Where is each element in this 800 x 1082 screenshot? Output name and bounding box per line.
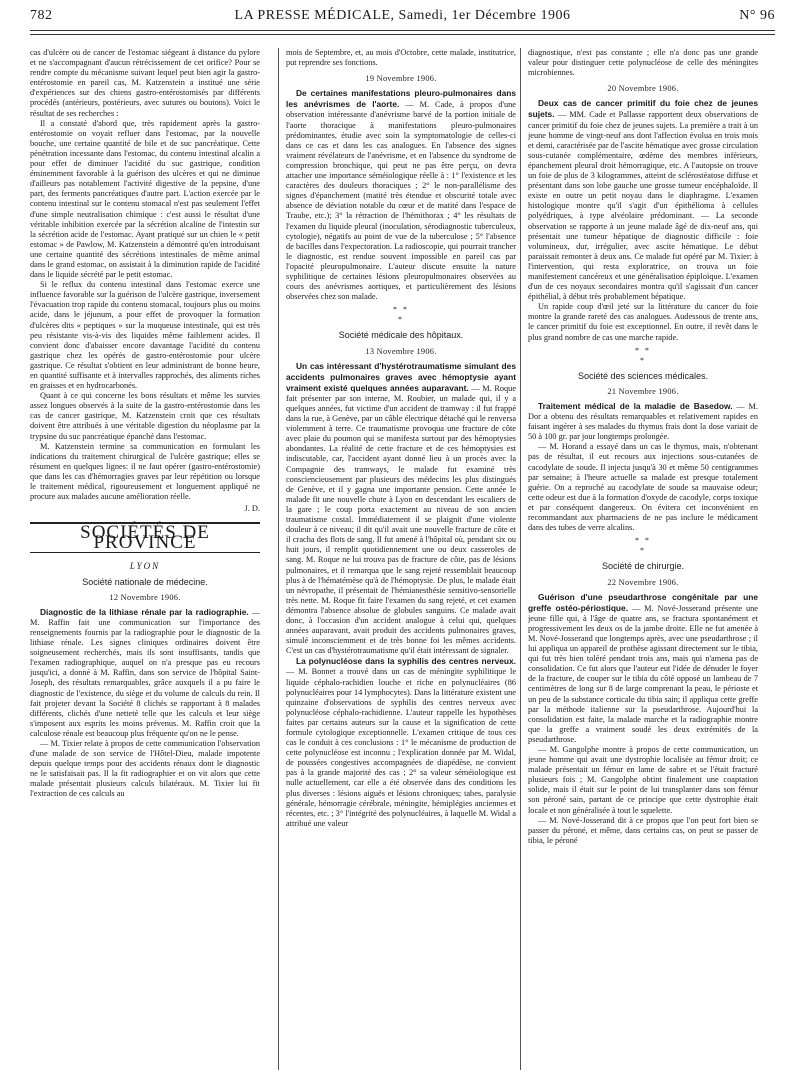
article-text: — M. Dor a obtenu des résultats remarquables et relativement rapides en faisant ingérer à ses malades du thymus frais dont la dose variait de 50 à 100 gr. par jour longtemps prolongée. (528, 402, 758, 442)
paragraph: diagnostique, n'est pas constante ; elle n'a donc pas une grande valeur pour distinguer cette polynucléose de celle des méningites microbiennes. (528, 48, 758, 78)
session-date: 20 Novembre 1906. (607, 84, 679, 94)
paragraph: mois de Septembre, et, au mois d'Octobre, cette malade, institutrice, put reprendre ses fonctions. (286, 48, 516, 68)
city-heading: LYON (129, 560, 161, 571)
session-date: 21 Novembre 1906. (607, 386, 679, 396)
society-heading: Société médicale des hôpitaux. (338, 330, 464, 341)
signature: J. D. (244, 504, 260, 514)
society-heading: Société de chirurgie. (601, 561, 685, 572)
paragraph: M. Katzenstein termine sa communication en formulant les indications du traitement chirurgical de l'ulcère gastrique; elles se résument en quelques lignes: il ne faut opérer (gastro-entérostomie) que dans les cas d'hémorragies graves par leur répétition ou lorsque le traitement médical, rigoureusement et longuement appliqué ne procure aux malades aucune amélioration réelle. (30, 441, 260, 502)
session-date: 22 Novembre 1906. (607, 577, 679, 587)
article-heading: Traitement médical de la maladie de Basedow. (538, 401, 733, 411)
issue-number: N° 96 (739, 8, 775, 23)
column-1 (30, 48, 260, 1068)
paragraph: cas d'ulcère ou de cancer de l'estomac siégeant à distance du pylore et ne s'accompagnant d'aucun rétrécissement de cet orifice? Pour se rendre compte du mécanisme suivant lequel peut bien agir la gastro-entérostomie en pareil cas, M. Katzenstein a institué une série d'expériences sur des chiens gastro-entérostomisés par différents procédés (antérieurs, postérieurs, avec sutures ou boutons). Voici le résultat de ses recherches : (30, 48, 260, 118)
header-rule-bottom (30, 34, 775, 35)
article-heading: Guérison d'une pseudarthrose congénitale par une greffe ostéo-périostique. (528, 591, 758, 613)
page-header (30, 6, 775, 28)
section-ornament: * * * (635, 536, 651, 556)
column-3 (528, 48, 758, 1068)
article-text: — M. Cade, à propos d'une observation intéressante d'anévrisme barvé de la portion initiale de l'aorte thoracique à manifestations pleuro-pulmonaires prédominantes, étudie avec soin la symptomatologie de celles-ci dans ce cas et dans les cas analogues. En l'absence des signes vraiment révélateurs de l'anévrisme, et en l'absence du syndrome de compression bronchique, qui peut ne pas être perçu, on devra attacher une importance séméiologique réelle à : 1° l'existence et les caractères des douleurs thoraciques ; 2° le non-parallélisme des signes d'épanchement (matité très étendue et obscurité totale avec absence de déviation notable du cœur et de matité dans l'espace de Traube, etc.); 3° la rétraction de l'hémithorax ; 4° les résultats de l'examen du liquide pleural (inoculation, sérodiagnostic tuberculeux, cytologie), négatifs au point de vue de la tuberculose ; 5° l'absence de bacilles dans l'expectoration. La radioscopie, qui pourrait trancher le diagnostic, est rendue souvent impossible en pareil cas par l'opacité pleuropulmonaire. L'auteur discute ensuite la nature syphilitique de certaines lésions pleuropulmonaires observées au cours des anévrismes aortiques, et particulièrement des lésions observées chez son malade. (286, 100, 516, 302)
article-heading: Deux cas de cancer primitif du foie chez de jeunes sujets. (528, 98, 758, 120)
article-text: — MM. Cade et Pallasse rapportent deux observations de cancer primitif du foie chez de jeunes sujets. La première a trait à un jeune homme de vingt-neuf ans dont l'affection évolua en trois mois et demi, caractérisée par de l'ascite hématique avec grosse circulation sous-cutanée complémentaire, œdème des membres inférieurs, épanchement pleural droit hémorragique, etc. A l'autopsie on trouve un foie de plus de 3 kilogrammes, atteint de sclérostéatose diffuse et présentant dans son lobe gauche une grosse tumeur encéphaloïde. Il existe en outre un petit noyau dans le diaphragme. L'examen histologique montre qu'il s'agit d'un épithélioma à cellules polyédriques, à type alvéolaire prédominant. — La seconde observation se rapporte à un jeune malade âgé de dix-neuf ans, qui présentait une tumeur hépatique de diagnostic difficile : foie volumineux, dur, irrégulier, avec ascite hématique. Le début paraissait remonter à deux ans. Ce malade fut opéré par M. Tixier: à l'intervention, qui resta exploratrice, on trouva un foie manifestement cancéreux et une généralisation épiploïque. L'examen d'un de ces noyaux secondaires montra qu'il s'agissait d'un cancer épithélial, à début très probablement hépatique. (528, 110, 758, 302)
society-heading: Société des sciences médicales. (577, 370, 709, 381)
paragraph: — M. Gangolphe montre à propos de cette communication, un jeune homme qui avait une dystrophie localisée au fémur droit; ce malade présentait un fémur en lame de sabre et se l'était fracturé plusieurs fois ; M. Gangolphe obtint finalement une coaptation solide, mais il était sur le point de lui transplanter dans son fémur son péroné sain, partant de ce principe que cette dystrophie était locale et non généralisée à tout le squelette. (528, 745, 758, 815)
paragraph: Il a constaté d'abord que, très rapidement après la gastro-entérostomie on voyait refluer dans l'estomac, par la nouvelle bouche, une certaine quantité de bile et de suc pancréatique. Cette pénétration incessante dans l'estomac, du contenu intestinal alcalin a pour effet de diminuer l'acidité du suc gastrique, condition éminemment favorable à la guérison des ulcères et qui ne diminue d'ailleurs pas notablement l'activité digestive de la pepsine, d'une part, des ferments pancréatiques d'autre part. L'action exercée par le contenu intestinal sur le contenu stomacal n'est pas seulement l'effet d'une simple neutralisation chimique : c'est aussi le résultat d'une véritable inhibition exercée par la sécrétion alcaline de l'intestin sur la sécrétion acide de l'estomac. Ayant pratiqué sur un chien le « petit estomac » de Pawlow, M. Katzenstein a démontré qu'en introduisant une certaine quantité des sécrétions intestinales de même animal dans le grand estomac, on assistait à la diminution rapide de l'acidité dans le liquide sécrété par le petit estomac. (30, 118, 260, 280)
article-text: — M. Roque fait présenter par son interne, M. Roubier, un malade qui, il y a quelques années, fut victime d'un accident de tramway : il fut frappé dans la rue, à Genève, par un câble électrique détaché qui le renversa violemment à terre. Ce traumatisme provoqua une fracture de côte avec plaie du poumon qui se manifesta surtout par des hémoptysies abondantes. La réalité de cette fracture et de ces hémoptysies est indiscutable, car, l'accident ayant donné lieu à un procès avec la Compagnie des tramways, le malade fut examiné très consciencieusement par plusieurs des médecins les plus distingués de Genève, et il y gagna une importante pension. Cette année le malade fit une nouvelle chute à Lyon en descendant les escaliers de la gare ; le coup porta exactement au niveau de son ancien traumatisme costal. Immédiatement il se plaignit d'une violente douleur à ce niveau; il dit qu'il avait une nouvelle fracture de côte et il cracha des flots de sang. Il fut amené à l'hôpital où, pendant six ou huit jours, il remplit quotidiennement une ou deux casseroles de sang. M. Roque ne lui trouva pas de fracture de côte, pas de lésions pulmonaires, et il remarqua que le sang rejeté ressemblait beaucoup plus à de l'hématémèse qu'à de l'hémoptysie. De plus, le malade était un névropathe, il présentait de l'hémianesthésie sensitivo-sensorielle très nette. M. Roque fit faire l'examen du sang rejeté, et cet examen démontra l'absence absolue de globules sanguins. Ce malade avait donc, à l'occasion d'un accident analogue à celui qui, quelques années auparavant, avait produit des accidents pulmonaires graves, simulé inconsciemment et de très bonne foi les mêmes accidents. C'est un cas d'hystérotraumatisme qu'il était intéressant de signaler. (286, 383, 516, 656)
article-heading: De certaines manifestations pleuro-pulmonaires dans les anévrismes de l'aorte. (286, 88, 516, 110)
section-ornament: * * * (635, 345, 651, 365)
column-separator (278, 48, 279, 1070)
paragraph: Quant à ce qui concerne les bons résultats et même les survies assez longues observés à la suite de la gastro-entérostomie dans les cas de cancer gastrique, M. Katzenstein croit que ces résultats doivent être attribués à une véritable digestion du néoplasme par la trypsine du suc pancréatique épanché dans l'estomac. (30, 391, 260, 441)
article-text: — M. Raffin fait une communication sur l'importance des renseignements fournis par la radiographie pour le diagnostic de la lithiase rénale. Les signes cliniques ordinaires doivent être soigneusement recherchés, mais ils sont insuffisants, tandis que l'examen radiographique, auquel on n'a presque pas eu recours jusqu'ici, a donné à M. Raffin, dans son service de l'hôpital Saint-Joseph, des résultats remarquables, grâce auxquels il a pu faire le diagnostic de l'existence, du siège et du volume de calculs du rein. Il fait projeter devant la Société 8 clichés se rapportant à 8 malades différents, clichés d'une netteté telle que les calculs et leur siège s'imposent aux esprits les moins prévenus. M. Raffin croit que la calculose rénale est beaucoup plus fréquente qu'on ne le pense. (30, 607, 260, 738)
header-rule-top (30, 30, 775, 31)
paragraph: Un rapide coup d'œil jeté sur la littérature du cancer du foie montre la grande rareté des cas analogues. Audessous de trente ans, le cancer primitif du foie est exceptionnel. En outre, il revêt dans le plus grand nombre de cas une marche rapide. (528, 302, 758, 342)
paragraph: — M. Tixier relate à propos de cette communication l'observation d'une malade de son service de l'Hôtel-Dieu, malade impotente depuis quelque temps pour des accidents rénaux dont le diagnostic ne le satisfaisait pas. Il la fit radiographier et on vit alors que cette malade présentait plusieurs calculs bilatéraux. M. Tixier lui fit l'extraction de ces calculs au (30, 739, 260, 799)
session-date: 12 Novembre 1906. (109, 592, 181, 602)
journal-title: LA PRESSE MÉDICALE, Samedi, 1er Décembre 1906 (234, 8, 571, 23)
column-separator (520, 48, 521, 1070)
column-2 (286, 48, 516, 1068)
section-title: SOCIÉTÉS DE PROVINCE (30, 522, 260, 552)
session-date: 13 Novembre 1906. (365, 346, 437, 356)
society-heading: Société nationale de médecine. (82, 576, 208, 587)
paragraph: Si le reflux du contenu intestinal dans l'estomac exerce une influence favorable sur la guérison de l'ulcère gastrique, inversement l'évacuation trop rapide du contenu stomacal, toujours plus ou moins acide, dans le jéjunum, a pour effet de provoquer la formation d'ulcères dits « peptiques » sur la muqueuse intestinale, qui est très peu résistante vis-à-vis des liquides même faiblement acides. Il convient donc d'abaisser encore davantage l'acidité du contenu gastrique chez les opérés de gastro-entérostomie pour ulcère gastrique. Ce résultat s'obtient en leur administrant de bonne heure, en quantité suffisante et à intervalles rapprochés, des aliments riches en graisses et en hydrocarbonés. (30, 280, 260, 391)
session-date: 19 Novembre 1906. (365, 74, 437, 84)
article-heading: La polynucléose dans la syphilis des centres nerveux. (296, 656, 516, 667)
paragraph: — M. Nové-Josserand dit à ce propos que l'on peut fort bien se passer du péroné, et même, dans certains cas, on peut se passer de tibia, le péroné (528, 815, 758, 845)
paragraph: — M. Horand a essayé dans un cas le thymus, mais, n'obtenant pas de résultat, il eut recours aux injections sous-cutanées de cacodylate de soude. Il injecta jusqu'à 30 et même 50 centigrammes par semaine; à l'heure actuelle sa malade est presque totalement guérie. On a reproché au cacodylate de soude sa mauvaise odeur; cette odeur est due à la formation d'oxyde de cacodyle, corps toxique et par conséquent dangereux. On évitera cet inconvénient en recommandant aux pharmaciens de ne pas inclure le médicament dans des tubes de verre alcalins. (528, 442, 758, 533)
article-heading: Diagnostic de la lithiase rénale par la radiographie. (40, 606, 249, 617)
article-text: — M. Nové-Josserand présente une jeune fille qui, à l'âge de quatre ans, se fractura spontanément et progressivement les deux os de la jambe droite. Elle ne fut amenée à M. Nové-Josserand que longtemps après, avec une pseudarthrose ; il lui appliqua un appareil de prothèse agissant directement sur le tibia, qui fut très bien toléré pendant trois ans, mais qui n'amena pas de consolidation. Ce fut alors que l'auteur eut l'idée de dénuder le foyer de la fracture, de couper sur le tibia du côté opposé un lambeau de 7 centimètres de long sur 8 de large comprenant la peau, le périoste et un peu de la substance corticale du tibia sain; il appliqua cette greffe par la méthode italienne sur la pseudarthrose. Aujourd'hui la consolidation est faite, la malade marche et la radiographie montre que la greffe a vraiment soudé les deux extrémités de la pseudarthrose. (528, 603, 758, 744)
article-heading: Un cas intéressant d'hystérotraumatisme simulant des accidents pulmonaires graves avec hémoptysie ayant vraiment existé quelques années auparavant. (286, 360, 516, 393)
page-number: 782 (30, 8, 53, 23)
section-ornament: * * * (393, 305, 409, 325)
article-text: — M. Bonnet a trouvé dans un cas de méningite syphilitique le liquide céphalo-rachidien louche et riche en polynucléaires (86 polynucléaires pour 14 lymphocytes). Dans la littérature existent une quinzaine d'observations de syphilis des centres nerveux avec polynucléose céphalo-rachidienne. L'auteur rappelle les hypothèses faites par certains auteurs sur la cause et la signification de cette formule cytologique exceptionnelle. L'examen critique de tous ces cas le conduit à ces conclusions : 1° le mécanisme de production de cette polynucléose est inconnu ; l'explication donnée par M. Widal, de poussées congestives accompagnées de diapédèse, ne convient pas à la grande majorité des cas ; 2° sa valeur séméiologique est nulle actuellement, car elle a été observée dans des conditions les plus diverses : lésions aiguës et lésions chroniques; tabes, paralysie générale, hémorragie cérébrale, méningite, hémiplégies anciennes et récentes, etc. ; 3° l'intégrité des polynucléaires, à laquelle M. Widal a attribué une valeur (286, 667, 516, 828)
